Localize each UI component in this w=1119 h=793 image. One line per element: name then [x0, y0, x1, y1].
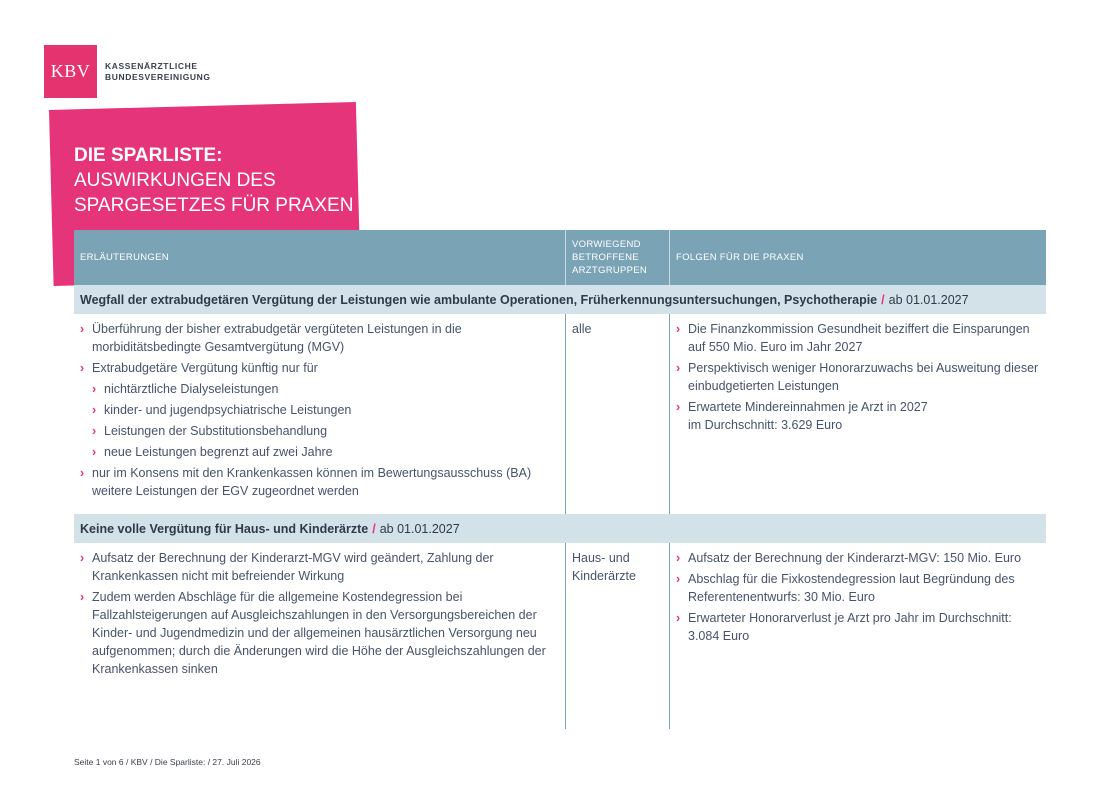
list-item: › Erwarteter Honorarverlust je Arzt pro Jahr im Durchschnitt: 3.084 Euro	[676, 609, 1046, 645]
sub-list	[92, 380, 559, 461]
logo-line-1: KASSENÄRZTLICHE	[105, 60, 198, 71]
bullet-list	[676, 320, 1046, 434]
page-title	[74, 143, 353, 218]
list-item-text: Extrabudgetäre Vergütung künftig nur für	[92, 361, 318, 375]
table-row	[74, 314, 1046, 514]
kbv-logo-mark: KBV	[44, 45, 97, 98]
title-line-2: AUSWIRKUNGEN DES	[74, 170, 276, 191]
slash-separator: /	[881, 292, 885, 307]
list-item: › Abschlag für die Fixkostendegression laut Begründung des Referentenentwurfs: 30 Mio. Euro	[676, 570, 1046, 606]
section-heading-text: Keine volle Vergütung für Haus- und Kinderärzte	[80, 521, 369, 536]
header-erlaeuterungen: ERLÄUTERUNGEN	[80, 252, 169, 263]
list-item: › nur im Konsens mit den Krankenkassen können im Bewertungsausschuss (BA) weitere Leistungen der EGV zugeordnet werden	[80, 464, 559, 500]
sub-list-item: › kinder- und jugendpsychiatrische Leistungen	[92, 401, 559, 419]
kbv-logo-text	[105, 61, 211, 83]
erlaeuterungen-cell	[74, 314, 565, 514]
list-item	[676, 398, 1046, 434]
list-item: › Aufsatz der Berechnung der Kinderarzt-MGV: 150 Mio. Euro	[676, 549, 1046, 567]
page-footer: Seite 1 von 6 / KBV / Die Sparliste: / 27. Juli 2026	[74, 757, 261, 767]
folgen-cell	[669, 314, 1046, 514]
list-item: › Perspektivisch weniger Honorarzuwachs bei Ausweitung dieser einbudgetierten Leistungen	[676, 359, 1046, 395]
sub-list-item: › Leistungen der Substitutionsbehandlung	[92, 422, 559, 440]
folgen-cell	[669, 543, 1046, 729]
kbv-logo	[44, 45, 211, 98]
title-line-3: SPARGESETZES FÜR PRAXEN	[74, 195, 354, 216]
header-folgen: FOLGEN FÜR DIE PRAXEN	[669, 230, 1046, 285]
title-line-1: DIE SPARLISTE:	[74, 145, 223, 166]
arztgruppen-cell: Haus- und Kinderärzte	[565, 543, 669, 729]
list-item: › Die Finanzkommission Gesundheit beziffert die Einsparungen auf 550 Mio. Euro im Jahr 2027	[676, 320, 1046, 356]
section-date: ab 01.01.2027	[888, 292, 969, 307]
list-item: › Aufsatz der Berechnung der Kinderarzt-MGV wird geändert, Zahlung der Krankenkassen nicht mit befreiender Wirkung	[80, 549, 559, 585]
sub-list-item: › nichtärztliche Dialyseleistungen	[92, 380, 559, 398]
table-header	[74, 230, 1046, 285]
list-item-text: Erwartete Mindereinnahmen je Arzt in 2027	[688, 400, 928, 414]
bullet-list	[80, 320, 559, 500]
table-row	[74, 543, 1046, 729]
list-item	[80, 359, 559, 461]
arztgruppen-cell: alle	[565, 314, 669, 514]
sparliste-table	[74, 230, 1046, 729]
section-heading-text: Wegfall der extrabudgetären Vergütung der Leistungen wie ambulante Operationen, Früherkennungsuntersuchungen, Psychotherapie	[80, 292, 878, 307]
header-arztgruppen: VORWIEGEND BETROFFENE ARZTGRUPPEN	[565, 230, 669, 285]
bullet-list	[80, 549, 559, 678]
list-item: › Zudem werden Abschläge für die allgemeine Kostendegression bei Fallzahlsteigerungen auf Ausgleichszahlungen in den Versorgungsbereichen der Kinder- und Jugendmedizin und der allgemeinen hausärztlichen Versorgung neu aufgenommen; durch die Änderungen wird die Höhe der Ausgleichszahlungen der Krankenkassen sinken	[80, 588, 559, 678]
section-heading	[74, 514, 1046, 543]
section-heading	[74, 285, 1046, 314]
slash-separator: /	[372, 521, 376, 536]
bullet-list	[676, 549, 1046, 645]
erlaeuterungen-cell	[74, 543, 565, 729]
section-date: ab 01.01.2027	[379, 521, 460, 536]
list-item-text: im Durchschnitt: 3.629 Euro	[688, 418, 843, 432]
logo-line-2: BUNDESVEREINIGUNG	[105, 71, 211, 82]
list-item: › Überführung der bisher extrabudgetär vergüteten Leistungen in die morbiditätsbedingte Gesamtvergütung (MGV)	[80, 320, 559, 356]
sub-list-item: › neue Leistungen begrenzt auf zwei Jahre	[92, 443, 559, 461]
